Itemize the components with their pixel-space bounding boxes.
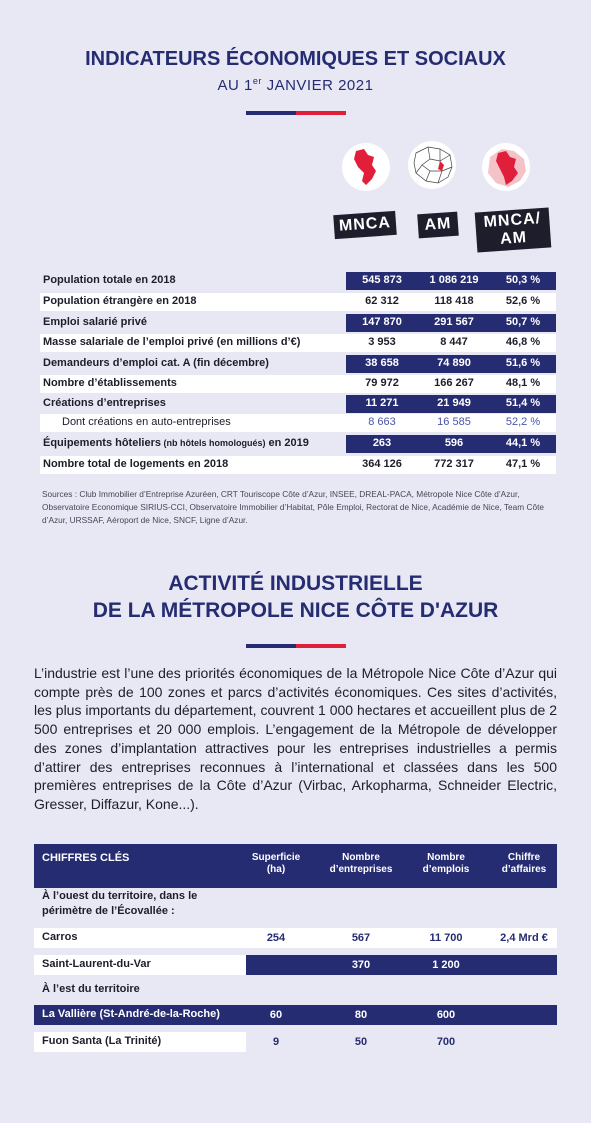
table-row: Fuon Santa (La Trinité) 9 50 700 — [34, 1032, 557, 1052]
indicator-row: Emploi salarié privé 147 870 291 567 50,7 % — [40, 314, 556, 332]
col-header-mnca: MNCA — [333, 211, 397, 239]
col-chiffre-affaires: Chiffre d’affaires — [501, 852, 547, 875]
table-row: La Vallière (St-André-de-la-Roche) 60 80 600 — [34, 1005, 557, 1025]
col-nombre-entreprises: Nombre d’entreprises — [329, 852, 393, 875]
col-nombre-emplois: Nombre d’emplois — [422, 852, 470, 875]
indicator-row: Population étrangère en 2018 62 312 118 418 52,6 % — [40, 293, 556, 311]
indicator-row: Demandeurs d’emploi cat. A (fin décembre) 38 658 74 890 51,6 % — [40, 355, 556, 373]
section-divider — [246, 644, 346, 648]
col-header-am: AM — [417, 212, 459, 239]
page-title: INDICATEURS ÉCONOMIQUES ET SOCIAUX — [85, 48, 506, 70]
indicator-row: Population totale en 2018 545 873 1 086 219 50,3 % — [40, 272, 556, 290]
col-superficie: Superficie (ha) — [251, 852, 301, 875]
key-figures-title: CHIFFRES CLÉS — [42, 852, 130, 864]
section-title-line2: DE LA MÉTROPOLE NICE CÔTE D'AZUR — [92, 599, 499, 622]
west-section-title: À l’ouest du territoire, dans le périmètre de l’Écovallée : — [42, 890, 198, 917]
table-row: Saint-Laurent-du-Var 370 1 200 — [34, 955, 557, 975]
map-mnca-am-icon — [482, 143, 530, 191]
sources-text: Sources : Club Immobilier d’Entreprise Azuréen, CRT Touriscope Côte d’Azur, INSEE, DREAL-PACA, Métropole Nice Côte d’Azur, Observatoire Economique SIRIUS-CCI, Observatoire Immobilier d’Habitat, Pôle Emploi, Rectorat de Nice, Académie de Nice, Team Côte d’Azur, URSSAF, Aéroport de Nice, SNCF, Ligne d’Azur. — [42, 489, 545, 525]
page-subtitle: AU 1er JANVIER 2021 — [217, 76, 374, 94]
title-divider — [246, 111, 346, 115]
indicator-row: Nombre total de logements en 2018 364 126 772 317 47,1 % — [40, 456, 556, 474]
map-am-icon — [408, 141, 456, 189]
indicator-row: Masse salariale de l’emploi privé (en millions d’€) 3 953 8 447 46,8 % — [40, 334, 556, 352]
key-figures-header — [34, 844, 557, 888]
table-row: Carros 254 567 11 700 2,4 Mrd € — [34, 928, 557, 948]
indicator-row: Créations d’entreprises 11 271 21 949 51,4 % — [40, 395, 556, 413]
section-title-line1: ACTIVITÉ INDUSTRIELLE — [168, 572, 423, 595]
indicator-row: Nombre d’établissements 79 972 166 267 48,1 % — [40, 375, 556, 393]
indicator-row: Équipements hôteliers (nb hôtels homologués) en 2019 263 596 44,1 % — [40, 435, 556, 453]
east-section-title: À l’est du territoire — [42, 983, 140, 995]
section-paragraph: L’industrie est l’une des priorités économiques de la Métropole Nice Côte d’Azur qui compte près de 100 zones et parcs d’activités économiques. Ces sites d’activités, les plus importants du département, couvrent 1 000 hectares et accueillent plus de 2 500 entreprises et 20 000 emplois. L’engagement de la Métropole de développer des zones d’implantation attractives pour les entreprises industrielles a permis d’attirer des entreprises reconnues à l’international et classées dans les 500 premières entreprises de la Côte d’Azur (Virbac, Arkopharma, Schneider Electric, Gresser, Diffazur, Kone...). — [34, 665, 557, 812]
indicator-subrow: Dont créations en auto-entreprises 8 663 16 585 52,2 % — [40, 414, 556, 432]
col-header-mnca-am: MNCA/ AM — [475, 207, 552, 252]
map-mnca-icon — [342, 143, 390, 191]
